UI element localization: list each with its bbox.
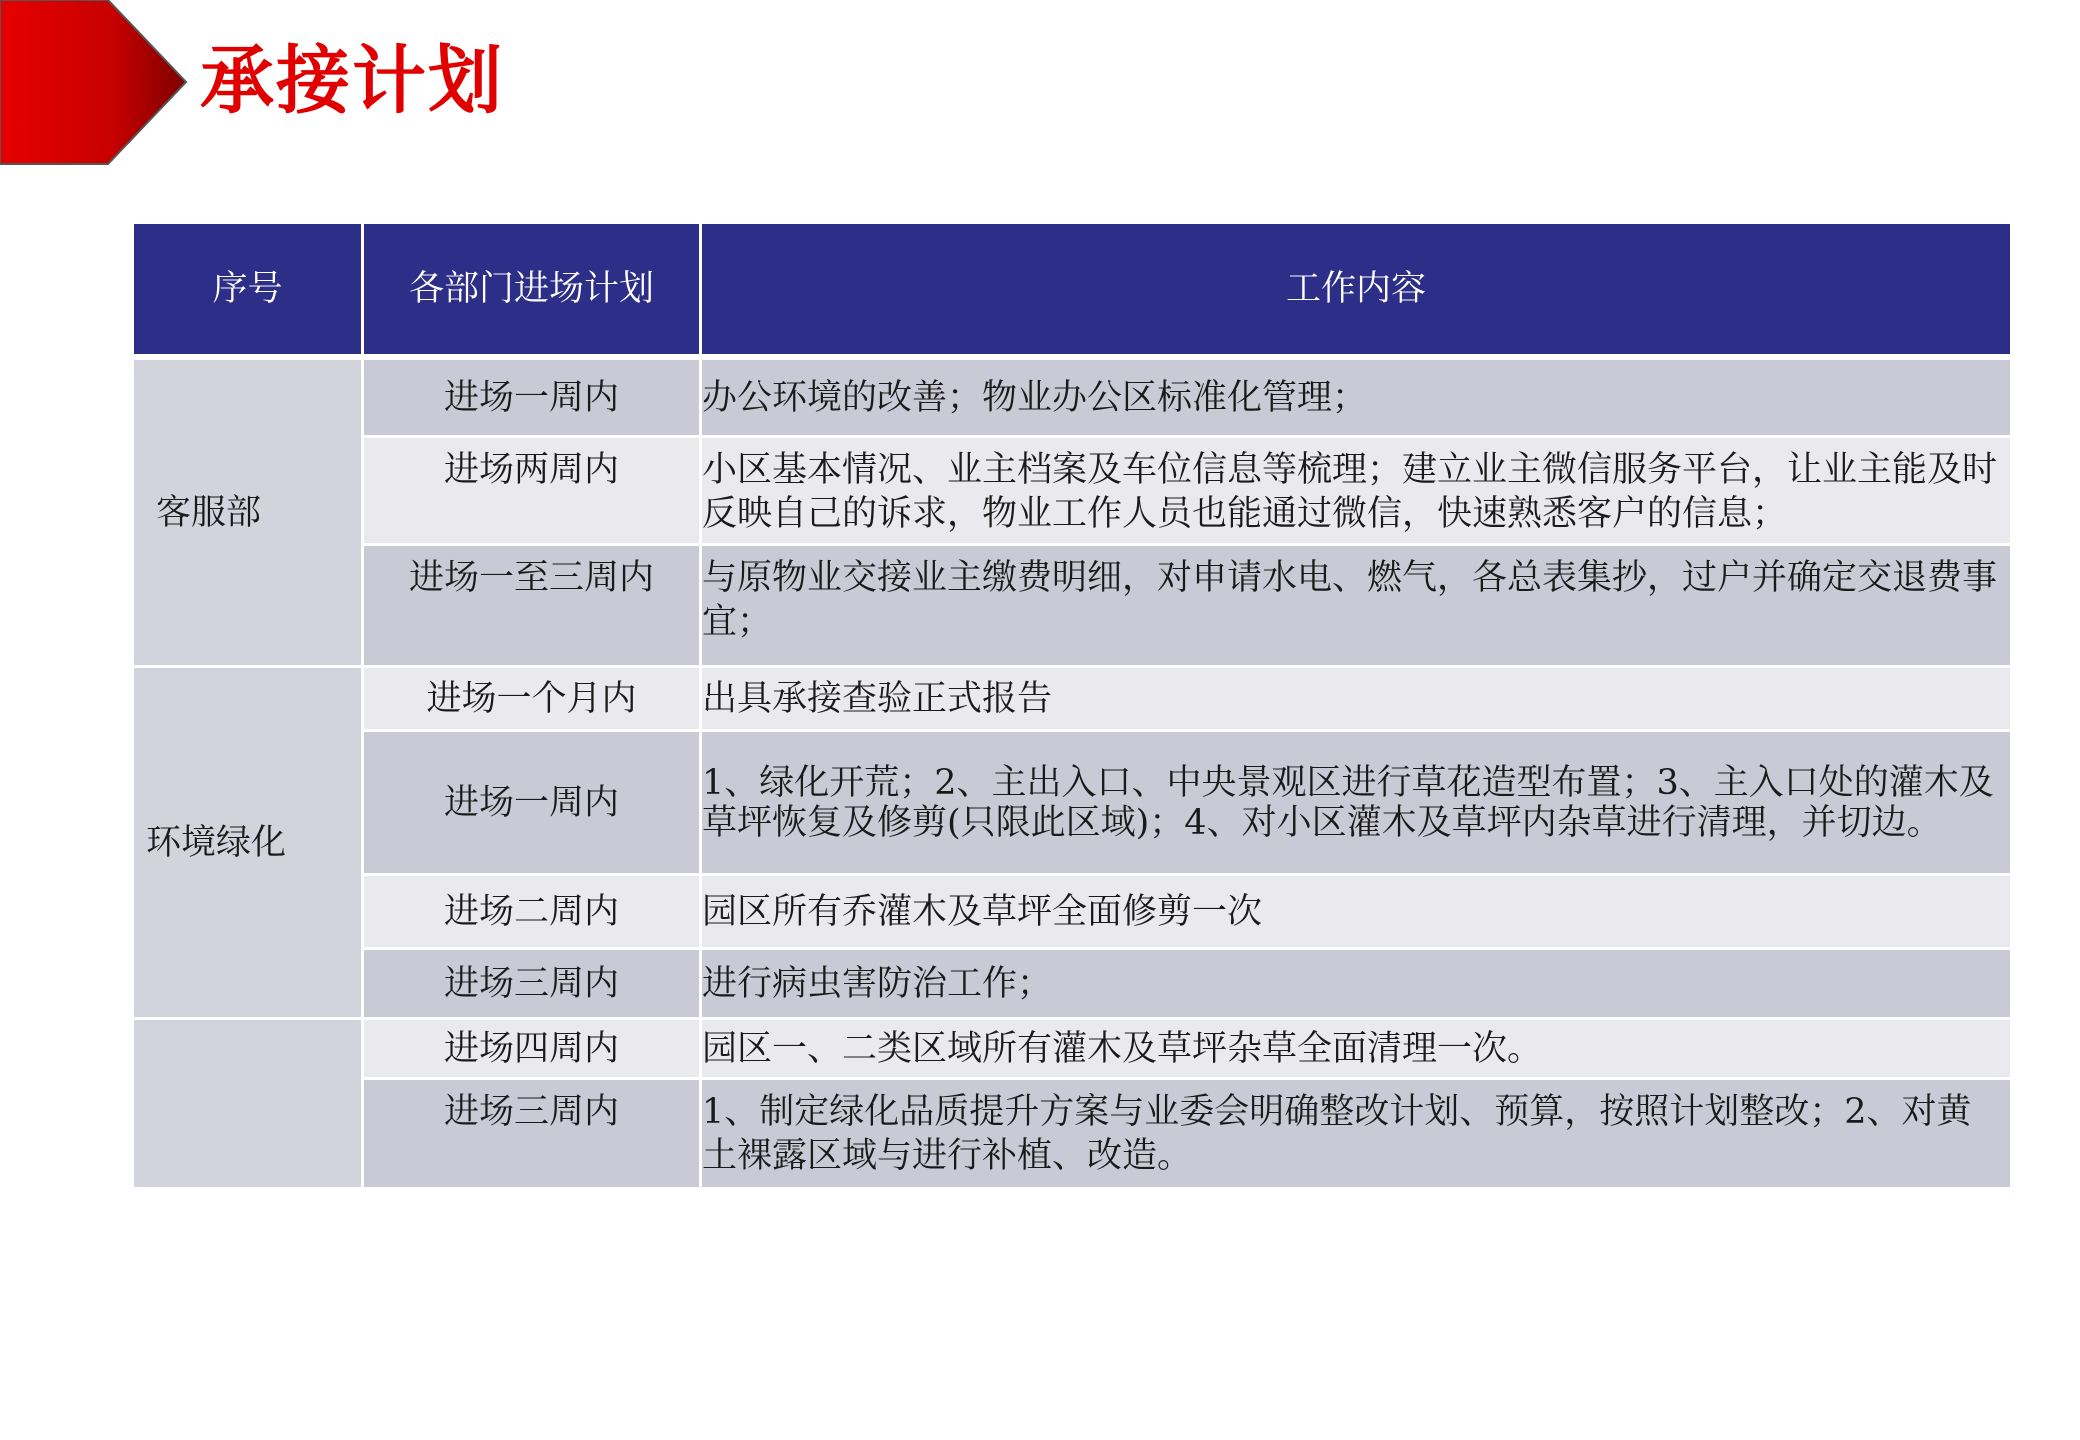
table-header-row [134, 224, 2010, 360]
table-row [134, 438, 2010, 546]
header-content: 工作内容 [702, 224, 2010, 360]
table-row [134, 950, 2010, 1020]
period-cell: 进场一个月内 [364, 668, 702, 732]
content-cell: 1、绿化开荒；2、主出入口、中央景观区进行草花造型布置；3、主入口处的灌木及草坪恢复及修剪(只限此区域)；4、对小区灌木及草坪内杂草进行清理，并切边。 [702, 732, 2010, 876]
table-row [134, 360, 2010, 438]
table-row [134, 1020, 2010, 1080]
department-cell-landscaping: 环境绿化 [134, 668, 364, 1020]
period-cell: 进场二周内 [364, 876, 702, 950]
content-cell: 与原物业交接业主缴费明细，对申请水电、燃气，各总表集抄，过户并确定交退费事宜； [702, 546, 2010, 668]
department-cell-empty [134, 1020, 364, 1190]
table-row [134, 668, 2010, 732]
period-cell: 进场一周内 [364, 360, 702, 438]
page-title: 承接计划 [200, 38, 504, 124]
table-row [134, 1080, 2010, 1190]
period-cell: 进场两周内 [364, 438, 702, 546]
content-cell: 进行病虫害防治工作； [702, 950, 2010, 1020]
header-plan: 各部门进场计划 [364, 224, 702, 360]
period-cell: 进场三周内 [364, 1080, 702, 1190]
content-cell: 小区基本情况、业主档案及车位信息等梳理；建立业主微信服务平台，让业主能及时反映自己的诉求，物业工作人员也能通过微信，快速熟悉客户的信息； [702, 438, 2010, 546]
content-cell: 办公环境的改善；物业办公区标准化管理； [702, 360, 2010, 438]
department-cell-customer-service: 客服部 [134, 360, 364, 668]
content-cell: 园区所有乔灌木及草坪全面修剪一次 [702, 876, 2010, 950]
plan-table [134, 224, 2010, 1190]
content-cell: 出具承接查验正式报告 [702, 668, 2010, 732]
table-row [134, 876, 2010, 950]
content-cell: 1、制定绿化品质提升方案与业委会明确整改计划、预算，按照计划整改；2、对黄土裸露区域与进行补植、改造。 [702, 1080, 2010, 1190]
table-row [134, 546, 2010, 668]
period-cell: 进场一至三周内 [364, 546, 702, 668]
content-cell: 园区一、二类区域所有灌木及草坪杂草全面清理一次。 [702, 1020, 2010, 1080]
table-row [134, 732, 2010, 876]
title-marker-arrow [0, 0, 200, 170]
period-cell: 进场一周内 [364, 732, 702, 876]
period-cell: 进场三周内 [364, 950, 702, 1020]
header-index: 序号 [134, 224, 364, 360]
period-cell: 进场四周内 [364, 1020, 702, 1080]
